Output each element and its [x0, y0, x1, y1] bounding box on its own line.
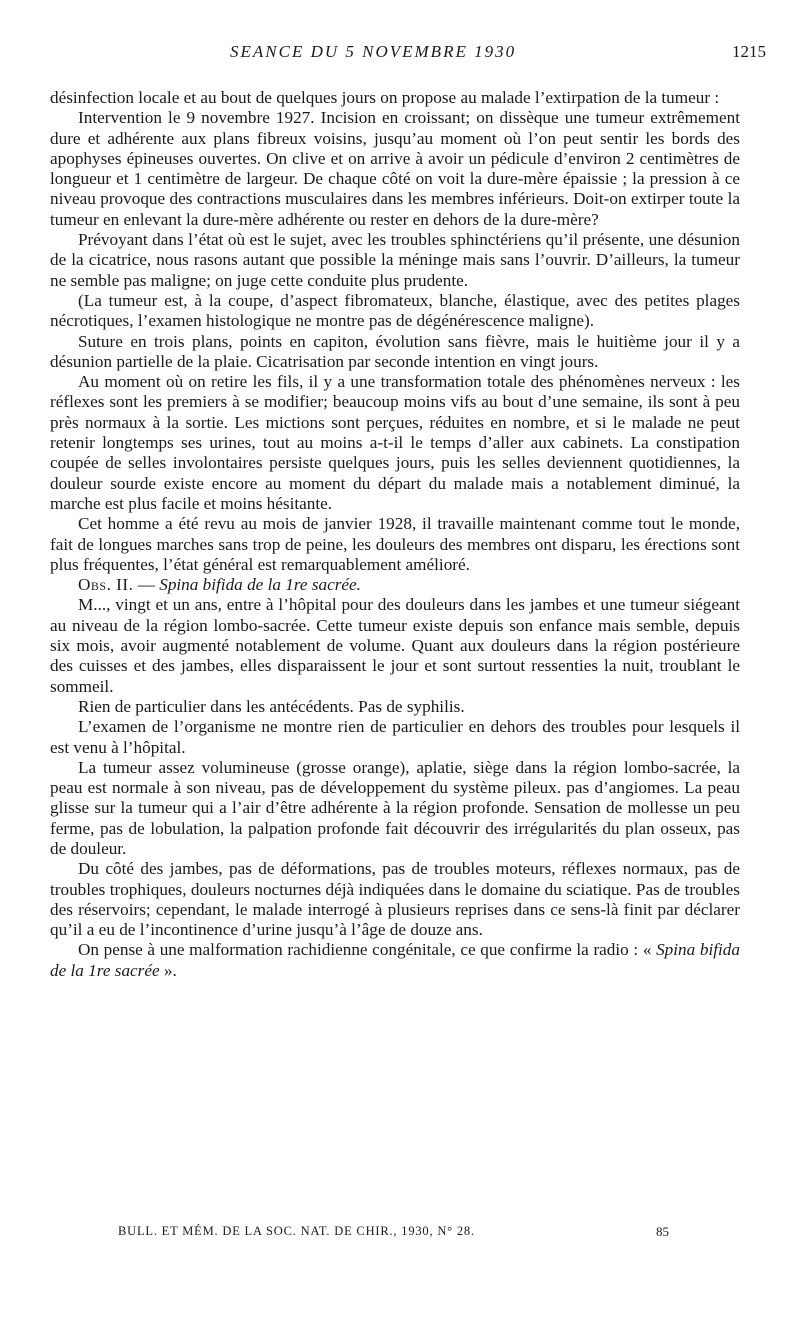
closing-end: ».: [159, 960, 177, 980]
signature-mark: 85: [656, 1224, 669, 1239]
paragraph: Intervention le 9 novembre 1927. Incision en croissant; on dissèque une tumeur extrêmement dure et adhérente aux plans fibreux voisins, jusqu’au moment où l’on peut sentir les bords des apophyses épineuses ouvertes. On clive et on arrive à avoir un pédicule d’environ 2 centimètres de longueur et 1 centimètre de largeur. De chaque côté on voit la dure-mère épaissie ; la pression à ce niveau provoque des contractions musculaires dans les membres inférieurs. Doit-on extirper toute la tumeur en enlevant la dure-mère adhérente ou rester en dehors de la dure-mère?: [50, 108, 740, 229]
paragraph: Du côté des jambes, pas de déformations, pas de troubles moteurs, réflexes normaux, pas de troubles trophiques, douleurs nocturnes déjà indiquées dans le domaine du sciatique. Pas de troubles des réservoirs; cependant, le malade interrogé à plusieurs reprises dans ce sens-là finit par déclarer qu’il a eu de l’incontinence d’urine jusqu’à l’âge de douze ans.: [50, 859, 740, 940]
closing-text: On pense à une malformation rachidienne congénitale, ce que confirme la radio : «: [78, 940, 657, 960]
page-footer: [0, 1224, 800, 1244]
page-number: 1215: [732, 42, 766, 61]
paragraph: (La tumeur est, à la coupe, d’aspect fibromateux, blanche, élastique, avec des petites plages nécrotiques, l’examen histologique ne montre pas de dégénérescence maligne).: [50, 290, 740, 331]
radio-diagnosis: Spina bifida de la 1re sacrée: [50, 940, 740, 980]
paragraph: Au moment où on retire les fils, il y a une transformation totale des phénomènes nerveux : les réflexes sont les premiers à se modifier; beaucoup moins vifs au bout d’une semaine, ils sont à peu près normaux à la sortie. Les mictions sont perçues, réduites en nombre, et si le malade ne peut retenir longtemps ses urines, tout au moins a-t-il le temps d’aller aux cabinets. La constipation coupée de selles involontaires persiste quelques jours, puis les selles deviennent quotidiennes, la douleur sourde existe encore au moment du départ du malade mais a notablement diminué, la marche est plus facile et moins hésitante.: [50, 372, 740, 513]
body-text: [50, 88, 740, 981]
journal-reference: BULL. ET MÉM. DE LA SOC. NAT. DE CHIR., 1930, N° 28.: [118, 1224, 475, 1238]
observation-dash: —: [133, 575, 160, 595]
paragraph: L’examen de l’organisme ne montre rien de particulier en dehors des troubles pour lesquels il est venu à l’hôpital.: [50, 717, 740, 757]
paragraph: désinfection locale et au bout de quelques jours on propose au malade l’extirpation de la tumeur :: [50, 88, 720, 107]
page-header: [0, 42, 800, 68]
paragraph: Prévoyant dans l’état où est le sujet, avec les troubles sphinctériens qu’il présente, une désunion de la cicatrice, nous rasons autant que possible la méninge mais sans l’ouvrir. D’ailleurs, la tumeur ne semble pas maligne; on juge cette conduite plus prudente.: [50, 230, 740, 290]
running-title: SEANCE DU 5 NOVEMBRE 1930: [230, 42, 517, 61]
paragraph: Rien de particulier dans les antécédents. Pas de syphilis.: [78, 696, 465, 716]
observation-heading: [50, 575, 740, 595]
closing-paragraph: [50, 940, 740, 981]
paragraph: M..., vingt et un ans, entre à l’hôpital pour des douleurs dans les jambes et une tumeur siégeant au niveau de la région lombo-sacrée. Cette tumeur existe depuis son enfance mais semble, depuis six mois, avoir augmenté notablement de volume. Quant aux douleurs dans la région postérieure des cuisses et des jambes, elles disparaissent le jour et sont surtout ressenties la nuit, troublant le sommeil.: [50, 595, 740, 696]
paragraph: Cet homme a été revu au mois de janvier 1928, il travaille maintenant comme tout le monde, fait de longues marches sans trop de peine, les douleurs des membres ont disparu, les érections sont plus fréquentes, l’état général est remarquablement amélioré.: [50, 514, 740, 574]
paragraph: La tumeur assez volumineuse (grosse orange), aplatie, siège dans la région lombo-sacrée, la peau est normale à son niveau, pas de développement du système pileux. pas d’angiomes. La peau glisse sur la tumeur qui a l’air d’être adhérente à la région profonde. Sensation de mollesse un peu ferme, pas de lobulation, la palpation profonde fait découvrir des irrégularités du plan osseux, pas de douleur.: [50, 757, 740, 858]
paragraph: Suture en trois plans, points en capiton, évolution sans fièvre, mais le huitième jour il y a désunion partielle de la plaie. Cicatrisation par seconde intention en vingt jours.: [50, 331, 740, 371]
observation-label: Obs. II.: [78, 575, 134, 595]
observation-title: Spina bifida de la 1re sacrée.: [159, 575, 361, 595]
